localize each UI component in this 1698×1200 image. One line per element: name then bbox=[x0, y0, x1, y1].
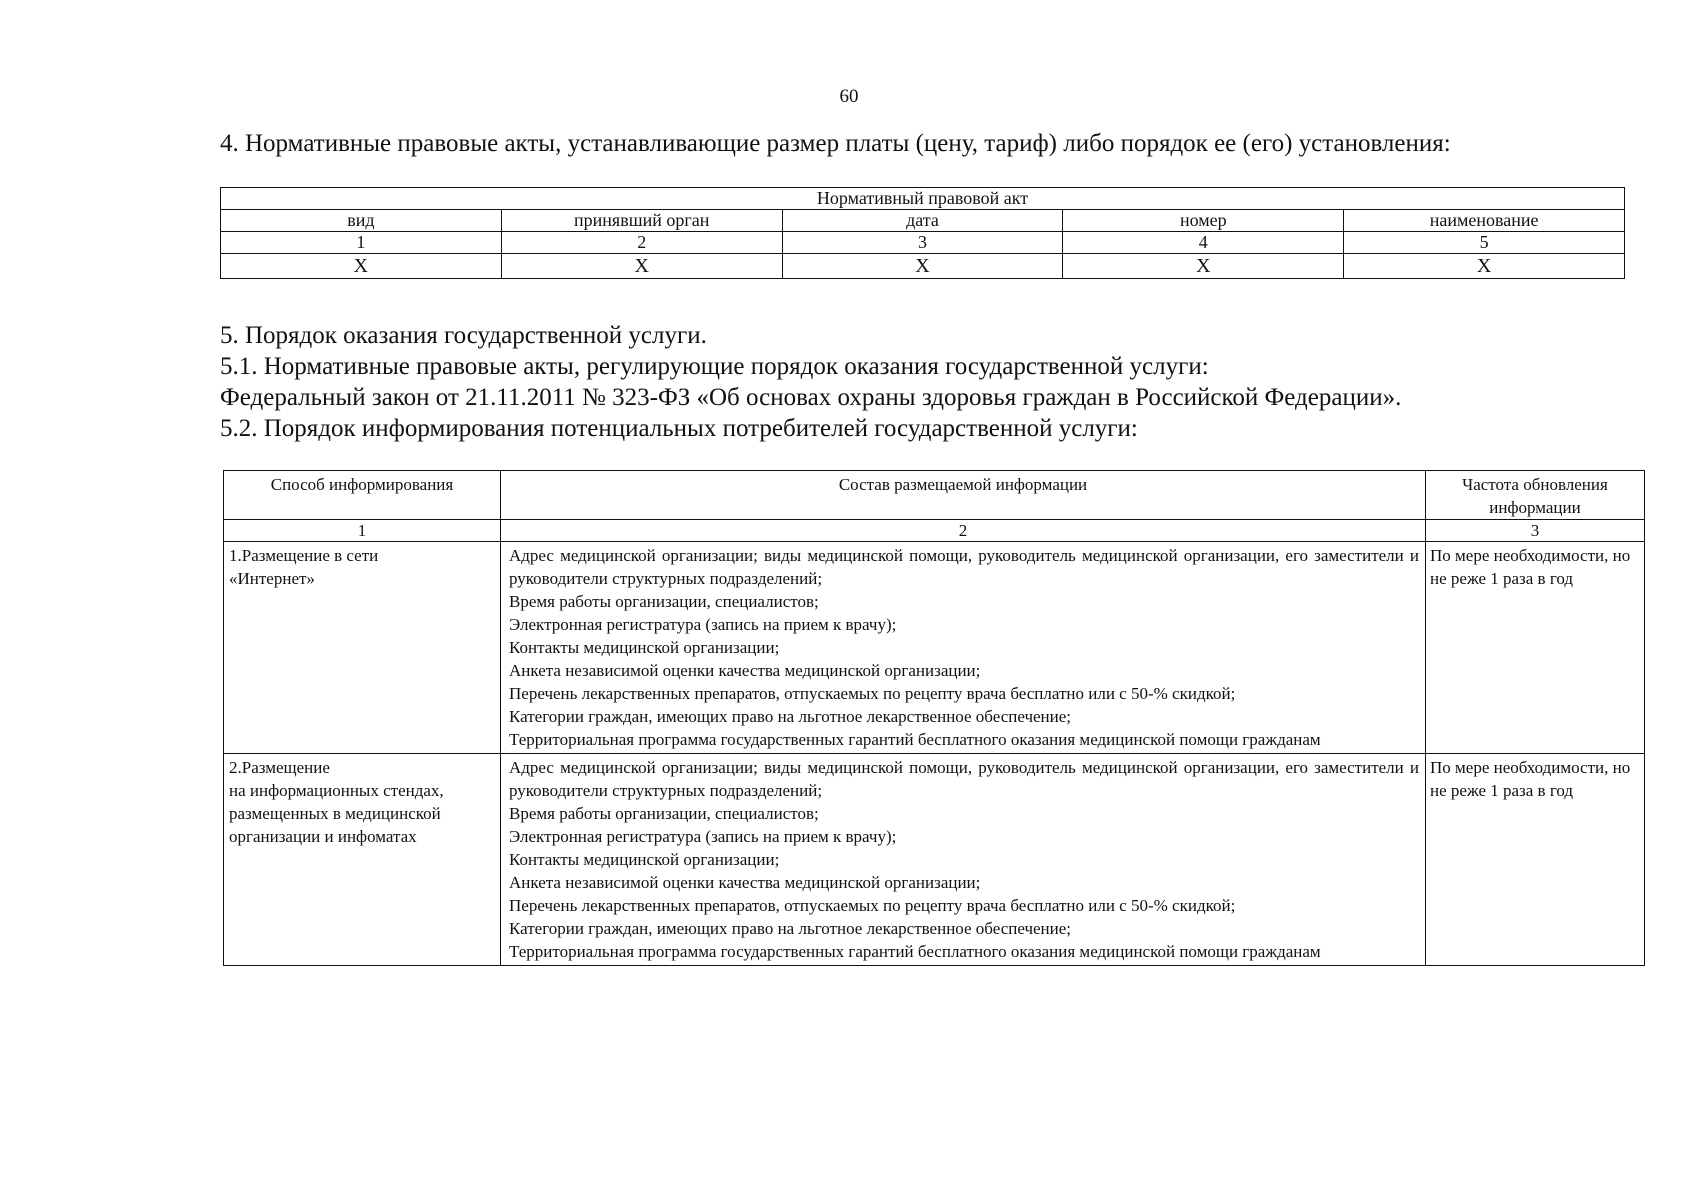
content-line: Адрес медицинской организации; виды медицинской помощи, руководитель медицинской организации, его заместители и руководители структурных подразделений; bbox=[509, 546, 1419, 588]
acts-value-cell: Х bbox=[221, 254, 502, 279]
info-header-method: Способ информирования bbox=[224, 471, 501, 520]
federal-law-reference: Федеральный закон от 21.11.2011 № 323-ФЗ «Об основах охраны здоровья граждан в Российской Федерации». bbox=[220, 384, 1402, 411]
acts-column-number: 3 bbox=[782, 232, 1063, 254]
info-column-number: 1 bbox=[224, 520, 501, 542]
method-line: 2.Размещение bbox=[229, 758, 330, 777]
info-frequency-cell: По мере необходимости, но не реже 1 раза в год bbox=[1426, 754, 1645, 966]
acts-column-header: дата bbox=[782, 210, 1063, 232]
content-line: Категории граждан, имеющих право на льготное лекарственное обеспечение; bbox=[509, 919, 1072, 938]
acts-column-number: 4 bbox=[1063, 232, 1344, 254]
method-line: «Интернет» bbox=[229, 569, 315, 588]
method-line: 1.Размещение в сети bbox=[229, 546, 379, 565]
acts-value-cell: Х bbox=[1063, 254, 1344, 279]
content-line: Электронная регистратура (запись на прием к врачу); bbox=[509, 827, 897, 846]
content-line: Анкета независимой оценки качества медицинской организации; bbox=[509, 661, 981, 680]
content-line: Адрес медицинской организации; виды медицинской помощи, руководитель медицинской организации, его заместители и руководители структурных подразделений; bbox=[509, 758, 1419, 800]
informing-table bbox=[223, 470, 1645, 966]
acts-value-cell: Х bbox=[1344, 254, 1625, 279]
acts-column-header: номер bbox=[1063, 210, 1344, 232]
acts-column-number: 1 bbox=[221, 232, 502, 254]
content-line: Перечень лекарственных препаратов, отпускаемых по рецепту врача бесплатно или с 50-% скидкой; bbox=[509, 896, 1236, 915]
info-header-content: Состав размещаемой информации bbox=[501, 471, 1426, 520]
acts-value-cell: Х bbox=[782, 254, 1063, 279]
acts-column-number: 5 bbox=[1344, 232, 1625, 254]
content-line: Контакты медицинской организации; bbox=[509, 850, 780, 869]
info-column-number: 3 bbox=[1426, 520, 1645, 542]
section-5-2-heading: 5.2. Порядок информирования потенциальных потребителей государственной услуги: bbox=[220, 415, 1138, 442]
acts-column-header: вид bbox=[221, 210, 502, 232]
content-line: Территориальная программа государственных гарантий бесплатного оказания медицинской помощи гражданам bbox=[509, 730, 1321, 749]
content-line: Территориальная программа государственных гарантий бесплатного оказания медицинской помощи гражданам bbox=[509, 942, 1321, 961]
page-number: 60 bbox=[839, 86, 859, 107]
legal-acts-table bbox=[220, 187, 1625, 279]
content-line: Категории граждан, имеющих право на льготное лекарственное обеспечение; bbox=[509, 707, 1072, 726]
section-5-1-heading: 5.1. Нормативные правовые акты, регулирующие порядок оказания государственной услуги: bbox=[220, 353, 1209, 380]
info-content-cell bbox=[501, 754, 1426, 966]
info-method-cell bbox=[224, 754, 501, 966]
info-header-frequency: Частота обновления информации bbox=[1426, 471, 1645, 520]
content-line: Время работы организации, специалистов; bbox=[509, 592, 819, 611]
info-content-cell bbox=[501, 542, 1426, 754]
acts-group-header: Нормативный правовой акт bbox=[221, 188, 1625, 210]
info-column-number: 2 bbox=[501, 520, 1426, 542]
section-5-heading: 5. Порядок оказания государственной услуги. bbox=[220, 322, 707, 349]
content-line: Электронная регистратура (запись на прием к врачу); bbox=[509, 615, 897, 634]
content-line: Анкета независимой оценки качества медицинской организации; bbox=[509, 873, 981, 892]
method-line: на информационных стендах, bbox=[229, 781, 444, 800]
acts-column-number: 2 bbox=[501, 232, 782, 254]
acts-column-header: наименование bbox=[1344, 210, 1625, 232]
method-line: размещенных в медицинской bbox=[229, 804, 441, 823]
info-frequency-cell: По мере необходимости, но не реже 1 раза в год bbox=[1426, 542, 1645, 754]
acts-column-header: принявший орган bbox=[501, 210, 782, 232]
content-line: Контакты медицинской организации; bbox=[509, 638, 780, 657]
table-row bbox=[224, 754, 1645, 966]
table-row bbox=[224, 542, 1645, 754]
acts-value-cell: Х bbox=[501, 254, 782, 279]
info-method-cell bbox=[224, 542, 501, 754]
section-4-heading: 4. Нормативные правовые акты, устанавливающие размер платы (цену, тариф) либо порядок ее (его) установления: bbox=[220, 130, 1451, 157]
content-line: Перечень лекарственных препаратов, отпускаемых по рецепту врача бесплатно или с 50-% скидкой; bbox=[509, 684, 1236, 703]
content-line: Время работы организации, специалистов; bbox=[509, 804, 819, 823]
method-line: организации и инфоматах bbox=[229, 827, 417, 846]
